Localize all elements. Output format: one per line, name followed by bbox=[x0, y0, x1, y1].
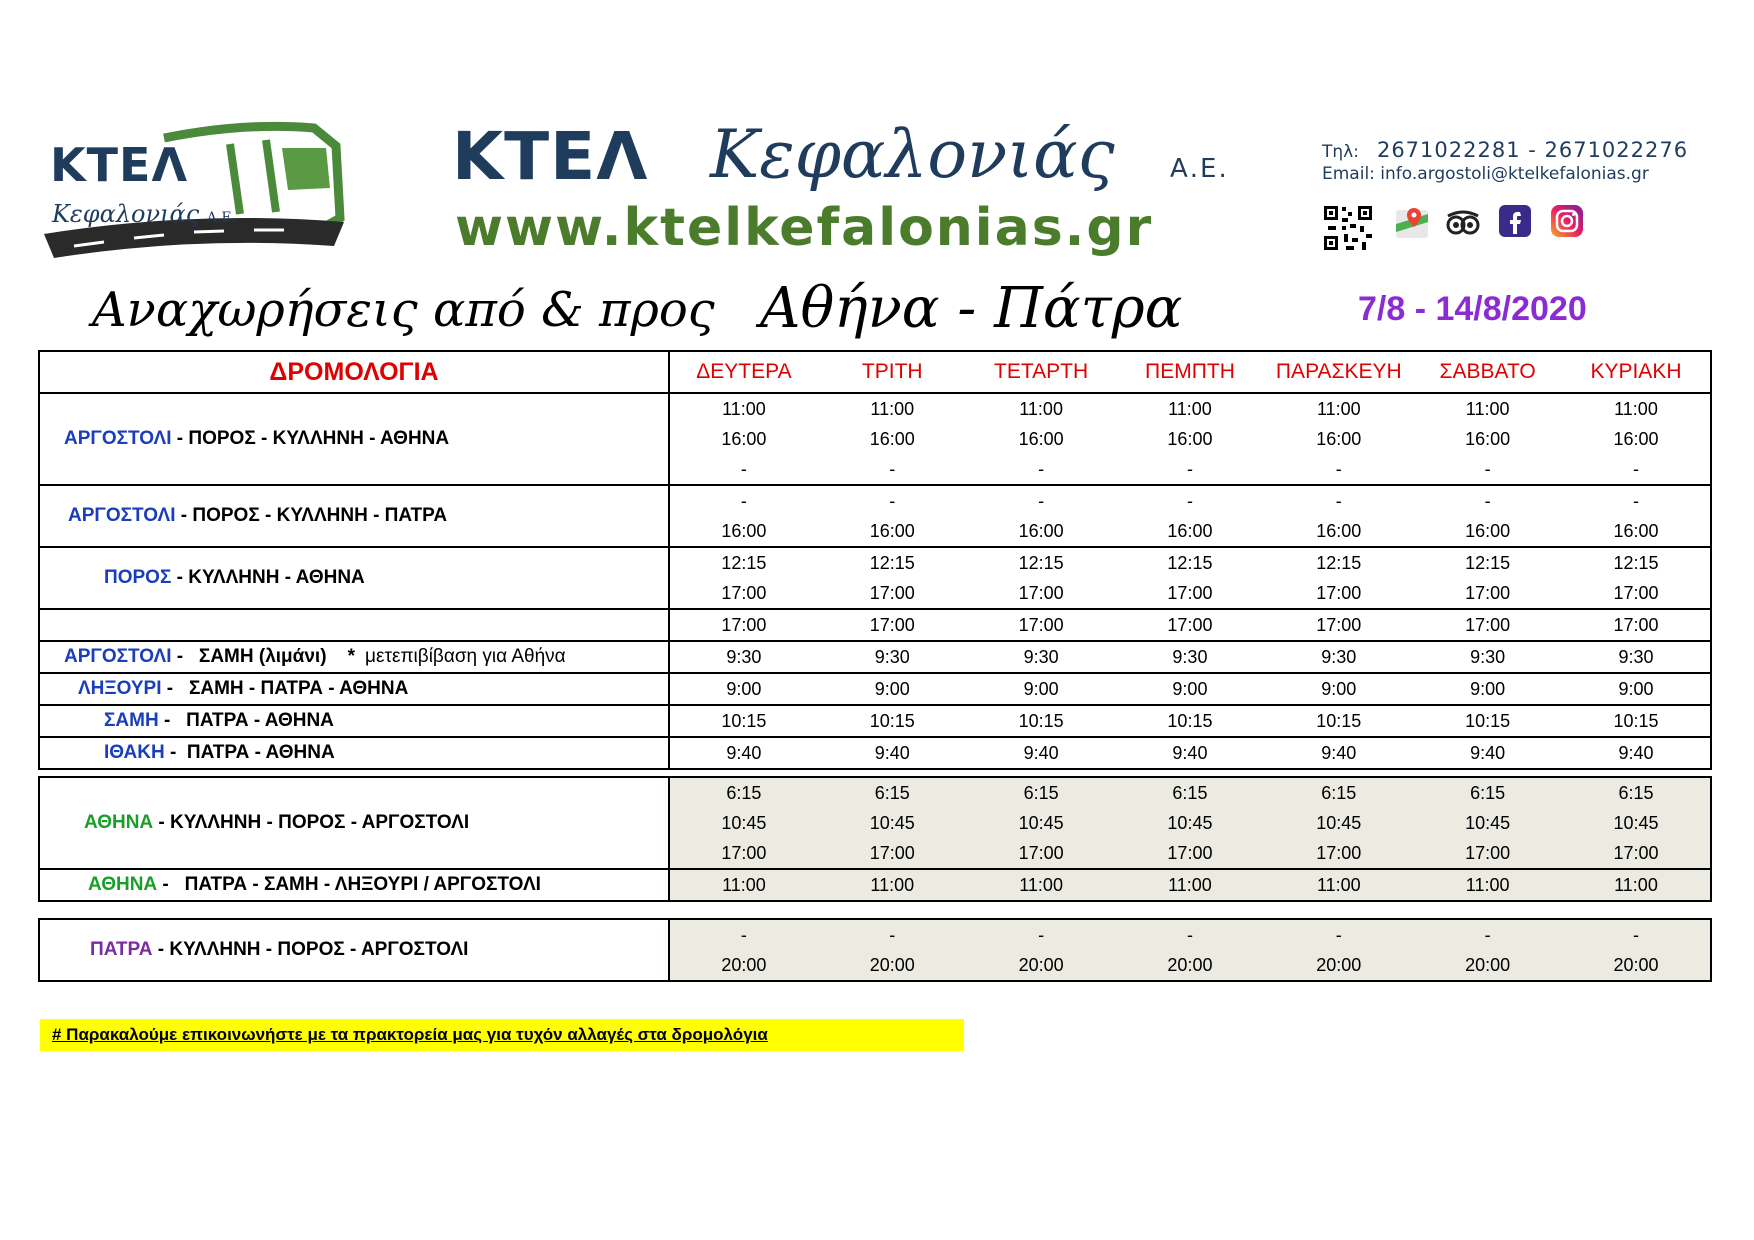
departure-time: 9:40 bbox=[669, 737, 818, 769]
departure-time: 20:00 bbox=[1264, 950, 1413, 981]
departure-time: - bbox=[1264, 919, 1413, 950]
departure-time: - bbox=[967, 485, 1116, 516]
departure-time: - bbox=[1116, 485, 1265, 516]
departure-time: 10:45 bbox=[1264, 808, 1413, 838]
departure-time: 12:15 bbox=[1413, 547, 1562, 578]
departure-time: - bbox=[818, 919, 967, 950]
route-transfer-note: μετεπιβίβαση για Αθήνα bbox=[365, 646, 566, 667]
departure-time: - bbox=[1562, 485, 1711, 516]
departure-time: 9:30 bbox=[1116, 641, 1265, 673]
departure-time: 10:45 bbox=[669, 808, 818, 838]
departure-time: 20:00 bbox=[1413, 950, 1562, 981]
departure-time: - bbox=[740, 459, 747, 479]
departure-time: 16:00 bbox=[1018, 521, 1064, 541]
departure-time: 16:00 bbox=[1018, 429, 1064, 449]
day-header: ΠΕΜΠΤΗ bbox=[1116, 351, 1265, 393]
departure-time: - bbox=[1562, 919, 1711, 950]
departure-time: 10:15 bbox=[967, 705, 1116, 737]
departure-time: - bbox=[1264, 485, 1413, 516]
day-header: ΣΑΒΒΑΤΟ bbox=[1413, 351, 1562, 393]
departure-time: 16:00 bbox=[721, 429, 767, 449]
table-row bbox=[39, 737, 1711, 769]
departure-time: 9:40 bbox=[967, 737, 1116, 769]
departure-time: - bbox=[889, 459, 896, 479]
departure-time: 17:00 bbox=[818, 838, 967, 869]
departure-time: - bbox=[1335, 459, 1342, 479]
departure-time: 16:00 bbox=[869, 521, 915, 541]
departure-time: - bbox=[1186, 459, 1193, 479]
departure-time: 17:00 bbox=[1413, 838, 1562, 869]
table-header-row bbox=[39, 351, 1711, 393]
departure-time: 17:00 bbox=[967, 609, 1116, 641]
departure-time: 11:00 bbox=[1116, 869, 1265, 901]
page-title-destinations: Αθήνα - Πάτρα bbox=[760, 276, 1183, 341]
departure-time: 9:40 bbox=[1413, 737, 1562, 769]
day-header: ΠΑΡΑΣΚΕΥΗ bbox=[1264, 351, 1413, 393]
departure-time: - bbox=[669, 919, 818, 950]
departure-time: 11:00 bbox=[722, 399, 766, 419]
departure-time: 9:00 bbox=[967, 673, 1116, 705]
departure-time: 20:00 bbox=[1116, 950, 1265, 981]
patra-departures-table bbox=[38, 918, 1712, 982]
departure-time: 9:30 bbox=[669, 641, 818, 673]
day-header: ΤΕΤΑΡΤΗ bbox=[967, 351, 1116, 393]
departure-time: 9:00 bbox=[1562, 673, 1711, 705]
brand-name: Κεφαλονιάς bbox=[710, 116, 1115, 193]
departure-time: 10:45 bbox=[1413, 808, 1562, 838]
departure-time: 10:15 bbox=[669, 705, 818, 737]
departure-time: 10:15 bbox=[1413, 705, 1562, 737]
departure-time: 10:15 bbox=[1264, 705, 1413, 737]
departure-time: 11:00 bbox=[1413, 869, 1562, 901]
departure-time: 17:00 bbox=[1264, 838, 1413, 869]
table-row bbox=[39, 485, 1711, 516]
departure-time: 9:00 bbox=[669, 673, 818, 705]
brand-title bbox=[452, 118, 1252, 198]
table-row bbox=[39, 869, 1711, 901]
table-row bbox=[39, 609, 1711, 641]
departure-time: 17:00 bbox=[669, 609, 818, 641]
logo-subtitle: Κεφαλονιάς Α.Ε. bbox=[52, 200, 237, 228]
departure-time: 17:00 bbox=[1116, 838, 1265, 869]
departure-time: - bbox=[1413, 919, 1562, 950]
qr-code-icon[interactable] bbox=[1322, 204, 1374, 252]
departure-time: 11:00 bbox=[818, 869, 967, 901]
route-name bbox=[39, 547, 669, 609]
route-origin: ΣΑΜΗ bbox=[104, 710, 159, 731]
route-stops: - ΣΑΜΗ - ΠΑΤΡΑ - ΑΘΗΝΑ bbox=[161, 678, 409, 699]
departure-time: 10:15 bbox=[1116, 705, 1265, 737]
departure-time: 20:00 bbox=[818, 950, 967, 981]
route-origin: ΛΗΞΟΥΡΙ bbox=[78, 678, 162, 699]
routes-column-header: ΔΡΟΜΟΛΟΓΙΑ bbox=[39, 351, 669, 393]
departure-time: 6:15 bbox=[1264, 777, 1413, 808]
departure-time: 16:00 bbox=[1167, 521, 1213, 541]
phone-numbers[interactable]: 2671022281 - 2671022276 bbox=[1376, 138, 1689, 162]
table-row bbox=[39, 705, 1711, 737]
departure-time: 11:00 bbox=[1562, 869, 1711, 901]
departure-time: 16:00 bbox=[869, 429, 915, 449]
departure-time: 9:30 bbox=[818, 641, 967, 673]
departure-time: 11:00 bbox=[967, 869, 1116, 901]
departure-time: - bbox=[1038, 459, 1045, 479]
page-title: Αναχωρήσεις από & προς bbox=[92, 282, 715, 338]
route-name bbox=[39, 919, 669, 981]
facebook-icon[interactable] bbox=[1498, 204, 1532, 238]
date-range: 7/8 - 14/8/2020 bbox=[1358, 290, 1587, 328]
google-maps-icon[interactable] bbox=[1394, 204, 1430, 240]
departure-time: 11:00 bbox=[1019, 399, 1063, 419]
departure-time: 10:45 bbox=[1562, 808, 1711, 838]
departure-time: 17:00 bbox=[1316, 583, 1362, 603]
departure-time: 17:00 bbox=[1264, 609, 1413, 641]
departure-time: 17:00 bbox=[1465, 583, 1511, 603]
departure-time: 12:15 bbox=[1116, 547, 1265, 578]
departure-time: 10:45 bbox=[967, 808, 1116, 838]
table-row bbox=[39, 641, 1711, 673]
departure-time: 6:15 bbox=[818, 777, 967, 808]
day-header: ΚΥΡΙΑΚΗ bbox=[1562, 351, 1711, 393]
route-name bbox=[39, 641, 669, 673]
route-origin: ΑΘΗΝΑ bbox=[84, 812, 154, 833]
departure-time: 20:00 bbox=[967, 950, 1116, 981]
departure-time: 17:00 bbox=[669, 838, 818, 869]
departure-time: 16:00 bbox=[1613, 521, 1659, 541]
route-name bbox=[39, 737, 669, 769]
departure-time: 6:15 bbox=[669, 777, 818, 808]
departure-time: - bbox=[1413, 485, 1562, 516]
table-row bbox=[39, 919, 1711, 950]
route-origin: ΑΘΗΝΑ bbox=[88, 874, 158, 895]
departure-time: 17:00 bbox=[1562, 838, 1711, 869]
route-name bbox=[39, 393, 669, 485]
departure-time: 16:00 bbox=[1465, 521, 1511, 541]
athens-departures-table bbox=[38, 776, 1712, 902]
departure-time: 17:00 bbox=[1116, 609, 1265, 641]
departure-time: - bbox=[669, 485, 818, 516]
departure-time: 9:30 bbox=[1413, 641, 1562, 673]
route-origin: ΠΟΡΟΣ bbox=[104, 567, 172, 588]
route-origin: ΑΡΓΟΣΤΟΛΙ bbox=[68, 505, 176, 526]
company-logo bbox=[44, 118, 384, 260]
phone-line: Τηλ: 2671022281 - 2671022276 bbox=[1322, 138, 1689, 162]
route-origin: ΑΡΓΟΣΤΟΛΙ bbox=[64, 646, 172, 667]
departure-time: 12:15 bbox=[967, 547, 1116, 578]
departure-time: 6:15 bbox=[1562, 777, 1711, 808]
departure-time: 10:45 bbox=[818, 808, 967, 838]
route-stops: - ΠΟΡΟΣ - ΚΥΛΛΗΝΗ - ΠΑΤΡΑ bbox=[175, 505, 448, 526]
departure-time: 11:00 bbox=[870, 399, 915, 419]
departure-time: 16:00 bbox=[1316, 521, 1362, 541]
departure-time: 9:00 bbox=[1116, 673, 1265, 705]
departure-time: 17:00 bbox=[818, 609, 967, 641]
departure-time: 6:15 bbox=[967, 777, 1116, 808]
departure-time: 20:00 bbox=[1562, 950, 1711, 981]
departure-time: 11:00 bbox=[669, 869, 818, 901]
departure-time: 20:00 bbox=[669, 950, 818, 981]
departure-time: 17:00 bbox=[1413, 609, 1562, 641]
route-stops: - ΚΥΛΛΗΝΗ - ΠΟΡΟΣ - ΑΡΓΟΣΤΟΛΙ bbox=[153, 812, 470, 833]
departure-time: 11:00 bbox=[1465, 399, 1510, 419]
departure-time: 6:15 bbox=[1116, 777, 1265, 808]
route-stops: - ΠΑΤΡΑ - ΑΘΗΝΑ bbox=[158, 710, 334, 731]
departure-time: 9:30 bbox=[1562, 641, 1711, 673]
departure-time: 16:00 bbox=[1613, 429, 1659, 449]
departure-time: 16:00 bbox=[1167, 429, 1213, 449]
departure-time: 9:00 bbox=[818, 673, 967, 705]
departure-time: - bbox=[1116, 919, 1265, 950]
table-row bbox=[39, 673, 1711, 705]
departure-time: 6:15 bbox=[1413, 777, 1562, 808]
departure-time: 16:00 bbox=[1316, 429, 1362, 449]
departure-time: - bbox=[1632, 459, 1639, 479]
departure-time: 12:15 bbox=[818, 547, 967, 578]
route-name bbox=[39, 609, 669, 641]
route-name bbox=[39, 705, 669, 737]
departure-time: 9:40 bbox=[1562, 737, 1711, 769]
departure-time: 10:15 bbox=[1562, 705, 1711, 737]
contact-info bbox=[1322, 138, 1689, 184]
departure-time: 12:15 bbox=[1264, 547, 1413, 578]
departure-time: 17:00 bbox=[967, 838, 1116, 869]
departure-time: 12:15 bbox=[669, 547, 818, 578]
departure-time: 12:15 bbox=[1562, 547, 1711, 578]
departure-time: 17:00 bbox=[1613, 583, 1659, 603]
departure-time: 9:30 bbox=[1264, 641, 1413, 673]
departure-time: 9:40 bbox=[818, 737, 967, 769]
tripadvisor-icon[interactable] bbox=[1444, 204, 1482, 242]
day-header: ΤΡΙΤΗ bbox=[818, 351, 967, 393]
departure-time: 16:00 bbox=[1465, 429, 1511, 449]
departure-time: - bbox=[967, 919, 1116, 950]
route-stops: - ΚΥΛΛΗΝΗ - ΠΟΡΟΣ - ΑΡΓΟΣΤΟΛΙ bbox=[152, 939, 469, 960]
route-origin: ΙΘΑΚΗ bbox=[104, 742, 165, 763]
route-origin: ΠΑΤΡΑ bbox=[90, 939, 153, 960]
email-line[interactable]: Email: info.argostoli@ktelkefalonias.gr bbox=[1322, 164, 1649, 184]
departure-time: 11:00 bbox=[1168, 399, 1212, 419]
departure-time: 9:40 bbox=[1116, 737, 1265, 769]
route-stops: - ΚΥΛΛΗΝΗ - ΑΘΗΝΑ bbox=[171, 567, 365, 588]
departure-time: 11:00 bbox=[1316, 399, 1361, 419]
instagram-icon[interactable] bbox=[1550, 204, 1584, 238]
table-row bbox=[39, 777, 1711, 808]
departure-time: 9:30 bbox=[967, 641, 1116, 673]
departure-time: - bbox=[1484, 459, 1491, 479]
route-stops: - ΣΑΜΗ (λιμάνι) * bbox=[171, 646, 356, 667]
departure-time: 10:45 bbox=[1116, 808, 1265, 838]
departure-time: 17:00 bbox=[1562, 609, 1711, 641]
route-stops: - ΠΑΤΡΑ - ΑΘΗΝΑ bbox=[164, 742, 335, 763]
brand-ktel: ΚΤΕΛ bbox=[452, 118, 649, 195]
route-name bbox=[39, 777, 669, 869]
departure-time: 9:00 bbox=[1264, 673, 1413, 705]
departure-time: 9:00 bbox=[1413, 673, 1562, 705]
brand-ae: Α.Ε. bbox=[1170, 154, 1229, 184]
departure-time: 17:00 bbox=[1167, 583, 1213, 603]
departure-time: 16:00 bbox=[721, 521, 767, 541]
departures-table bbox=[38, 350, 1712, 770]
website-link[interactable]: www.ktelkefalonias.gr bbox=[455, 198, 1154, 258]
departure-time: 11:00 bbox=[1614, 399, 1658, 419]
departure-time: 17:00 bbox=[869, 583, 915, 603]
route-name bbox=[39, 869, 669, 901]
table-row bbox=[39, 393, 1711, 424]
route-stops: - ΠΑΤΡΑ - ΣΑΜΗ - ΛΗΞΟΥΡΙ / ΑΡΓΟΣΤΟΛΙ bbox=[157, 874, 541, 895]
route-name bbox=[39, 673, 669, 705]
logo-ktel-text: ΚΤΕΛ bbox=[50, 138, 189, 192]
route-stops: - ΠΟΡΟΣ - ΚΥΛΛΗΝΗ - ΑΘΗΝΑ bbox=[171, 428, 450, 449]
departure-time: 17:00 bbox=[1018, 583, 1064, 603]
departure-time: - bbox=[818, 485, 967, 516]
route-origin: ΑΡΓΟΣΤΟΛΙ bbox=[64, 428, 172, 449]
departure-time: 17:00 bbox=[721, 583, 767, 603]
table-row bbox=[39, 547, 1711, 578]
departure-time: 9:40 bbox=[1264, 737, 1413, 769]
departure-time: 10:15 bbox=[818, 705, 967, 737]
departure-time: 11:00 bbox=[1264, 869, 1413, 901]
day-header: ΔΕΥΤΕΡΑ bbox=[669, 351, 818, 393]
footer-note: # Παρακαλούμε επικοινωνήστε με τα πρακτορεία μας για τυχόν αλλαγές στα δρομολόγια bbox=[40, 1019, 964, 1051]
route-name bbox=[39, 485, 669, 547]
